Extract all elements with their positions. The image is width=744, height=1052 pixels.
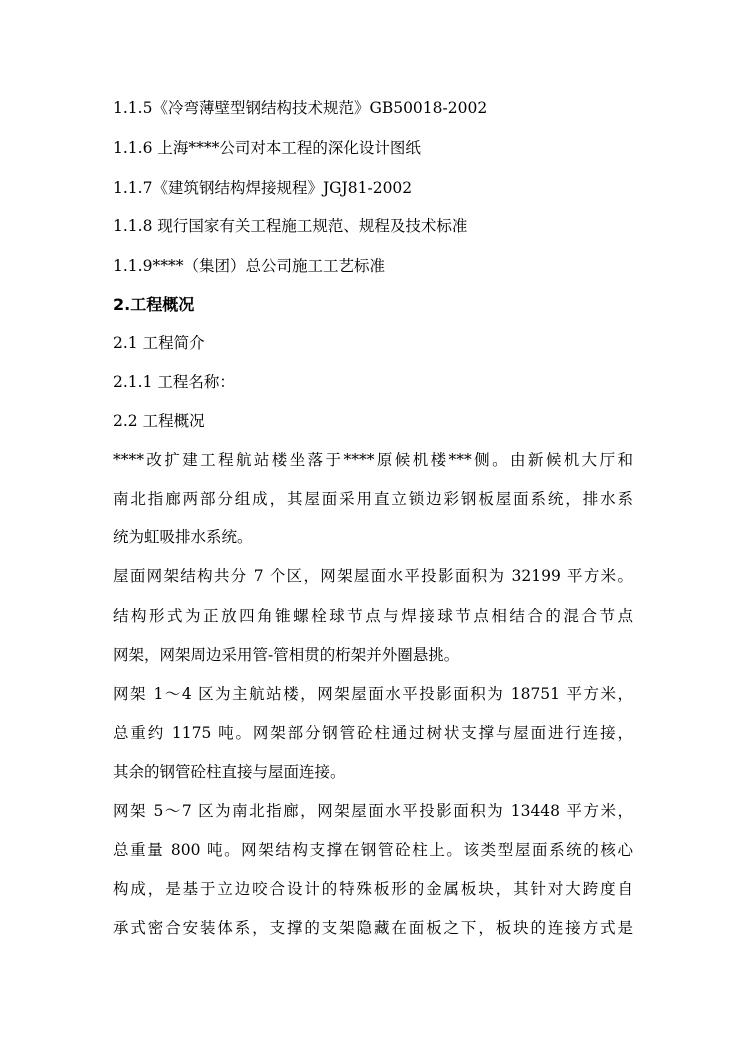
- paragraph-line: 其余的钢管砼柱直接与屋面连接。: [113, 763, 346, 781]
- paragraph-line: 承式密合安装体系，支撑的支架隐藏在面板之下，板块的连接方式是: [113, 919, 633, 937]
- subsection-2-1-1: 2.1.1 工程名称：: [113, 373, 235, 391]
- list-item-1-1-8: 1.1.8 现行国家有关工程施工规范、规程及技术标准: [113, 217, 468, 235]
- paragraph-line: 屋面网架结构共分 7 个区，网架屋面水平投影面积为 32199 平方米。: [113, 567, 633, 585]
- paragraph-line: 网架 5～7 区为南北指廊，网架屋面水平投影面积为 13448 平方米，: [113, 802, 633, 820]
- subsection-2-2: 2.2 工程概况: [113, 412, 205, 430]
- paragraph-line: 构成，是基于立边咬合设计的特殊板形的金属板块，其针对大跨度自: [113, 880, 633, 898]
- subsection-2-1: 2.1 工程简介: [113, 334, 205, 352]
- paragraph-line: ****改扩建工程航站楼坐落于****原候机楼***侧。由新候机大厅和: [113, 451, 633, 469]
- paragraph-line: 网架，网架周边采用管-管相贯的桁架并外圈悬挑。: [113, 646, 460, 664]
- paragraph-line: 总重约 1175 吨。网架部分钢管砼柱通过树状支撑与屋面进行连接，: [113, 724, 633, 742]
- paragraph-line: 统为虹吸排水系统。: [113, 528, 253, 546]
- list-item-1-1-5: 1.1.5《冷弯薄壁型钢结构技术规范》GB50018-2002: [113, 99, 488, 117]
- paragraph-line: 网架 1～4 区为主航站楼，网架屋面水平投影面积为 18751 平方米，: [113, 685, 633, 703]
- list-item-1-1-6: 1.1.6 上海****公司对本工程的深化设计图纸: [113, 139, 421, 157]
- paragraph-line: 结构形式为正放四角锥螺栓球节点与焊接球节点相结合的混合节点: [113, 607, 633, 625]
- list-item-1-1-7: 1.1.7《建筑钢结构焊接规程》JGJ81-2002: [113, 179, 413, 197]
- paragraph-line: 总重量 800 吨。网架结构支撑在钢管砼柱上。该类型屋面系统的核心: [113, 841, 633, 859]
- section-heading-2: 2.工程概况: [113, 295, 195, 314]
- paragraph-line: 南北指廊两部分组成，其屋面采用直立锁边彩钢板屋面系统，排水系: [113, 490, 633, 508]
- list-item-1-1-9: 1.1.9****（集团）总公司施工工艺标准: [113, 257, 385, 275]
